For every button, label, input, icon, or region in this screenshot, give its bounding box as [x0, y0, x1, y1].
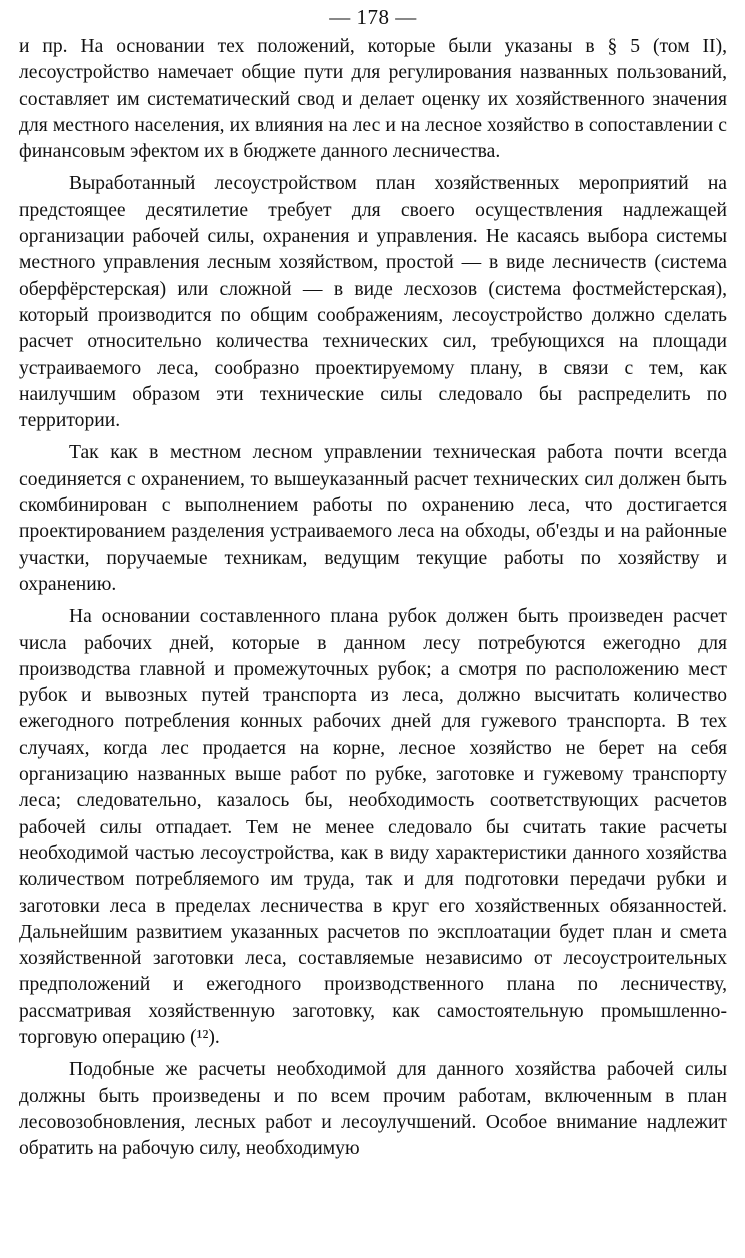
paragraph-2: Выработанный лесоустройством план хозяйственных мероприятий на предстоящее десятилетие требует для своего осуществления надлежащей организации рабочей силы, охранения и управления. Не касаясь выбора системы местного управления лесным хозяйством, простой — в виде лесничеств (система оберфёрстерская) или сложной — в виде лесхозов (система фостмейстерская), который производится по общим соображениям, лесоустройство должно сделать расчет относительно количества технических сил, требующихся на площади устраиваемого леса, сообразно проектируемому плану, в связи с тем, как наилучшим образом эти технические силы следовало бы распределить по территории.: [19, 173, 727, 432]
page-number: — 178 —: [329, 5, 417, 29]
paragraph-3: Так как в местном лесном управлении техническая работа почти всегда соединяется с охранением, то вышеуказанный расчет технических сил должен быть скомбинирован с выполнением работы по охранению леса, что достигается проектированием разделения устраиваемого леса на обходы, об'езды и на районные участки, поручаемые техникам, ведущим текущие работы по хозяйству и охранению.: [19, 442, 727, 595]
paragraph-4: На основании составленного плана рубок должен быть произведен расчет числа рабочих дней, которые в данном лесу потребуются ежегодно для производства главной и промежуточных рубок; а смотря по расположению мест рубок и вывозных путей транспорта из леса, должно высчитать количество ежегодного потребления конных рабочих дней для гужевого транспорта. В тех случаях, когда лес продается на корне, лесное хозяйство не берет на себя организацию названных выше работ по рубке, заготовке и гужевому транспорту леса; следовательно, казалось бы, необходимость соответствующих расчетов рабочей силы отпадает. Тем не менее следовало бы считать такие расчеты необходимой частью лесоустройства, как в виду характеристики данного хозяйства количеством потребляемого им труда, так и для подготовки передачи рубки и заготовки леса в пределах лесничества в круг его хозяйственных обязанностей. Дальнейшим развитием указанных расчетов по эксплоатации будет план и смета хозяйственной заготовки леса, составляемые независимо от лесоустроительных предположений и ежегодного производственного плана по лесничеству, рассматривая хозяйственную заготовку, как самостоятельную промышленно-торговую операцию (¹²).: [19, 606, 727, 1048]
paragraph-1: и пр. На основании тех положений, которые были указаны в § 5 (том II), лесоустройство намечает общие пути для регулирования названных пользований, составляет им систематический свод и делает оценку их хозяйственного значения для местного населения, их влияния на лес и на лесное хозяйство в сопоставлении с финансовым эфектом их в бюджете данного лесничества.: [19, 36, 727, 163]
paragraph-5: Подобные же расчеты необходимой для данного хозяйства рабочей силы должны быть произведены и по всем прочим работам, включенным в план лесовозобновления, лесных работ и лесоулучшений. Особое внимание надлежит обратить на рабочую силу, необходимую: [19, 1059, 727, 1160]
